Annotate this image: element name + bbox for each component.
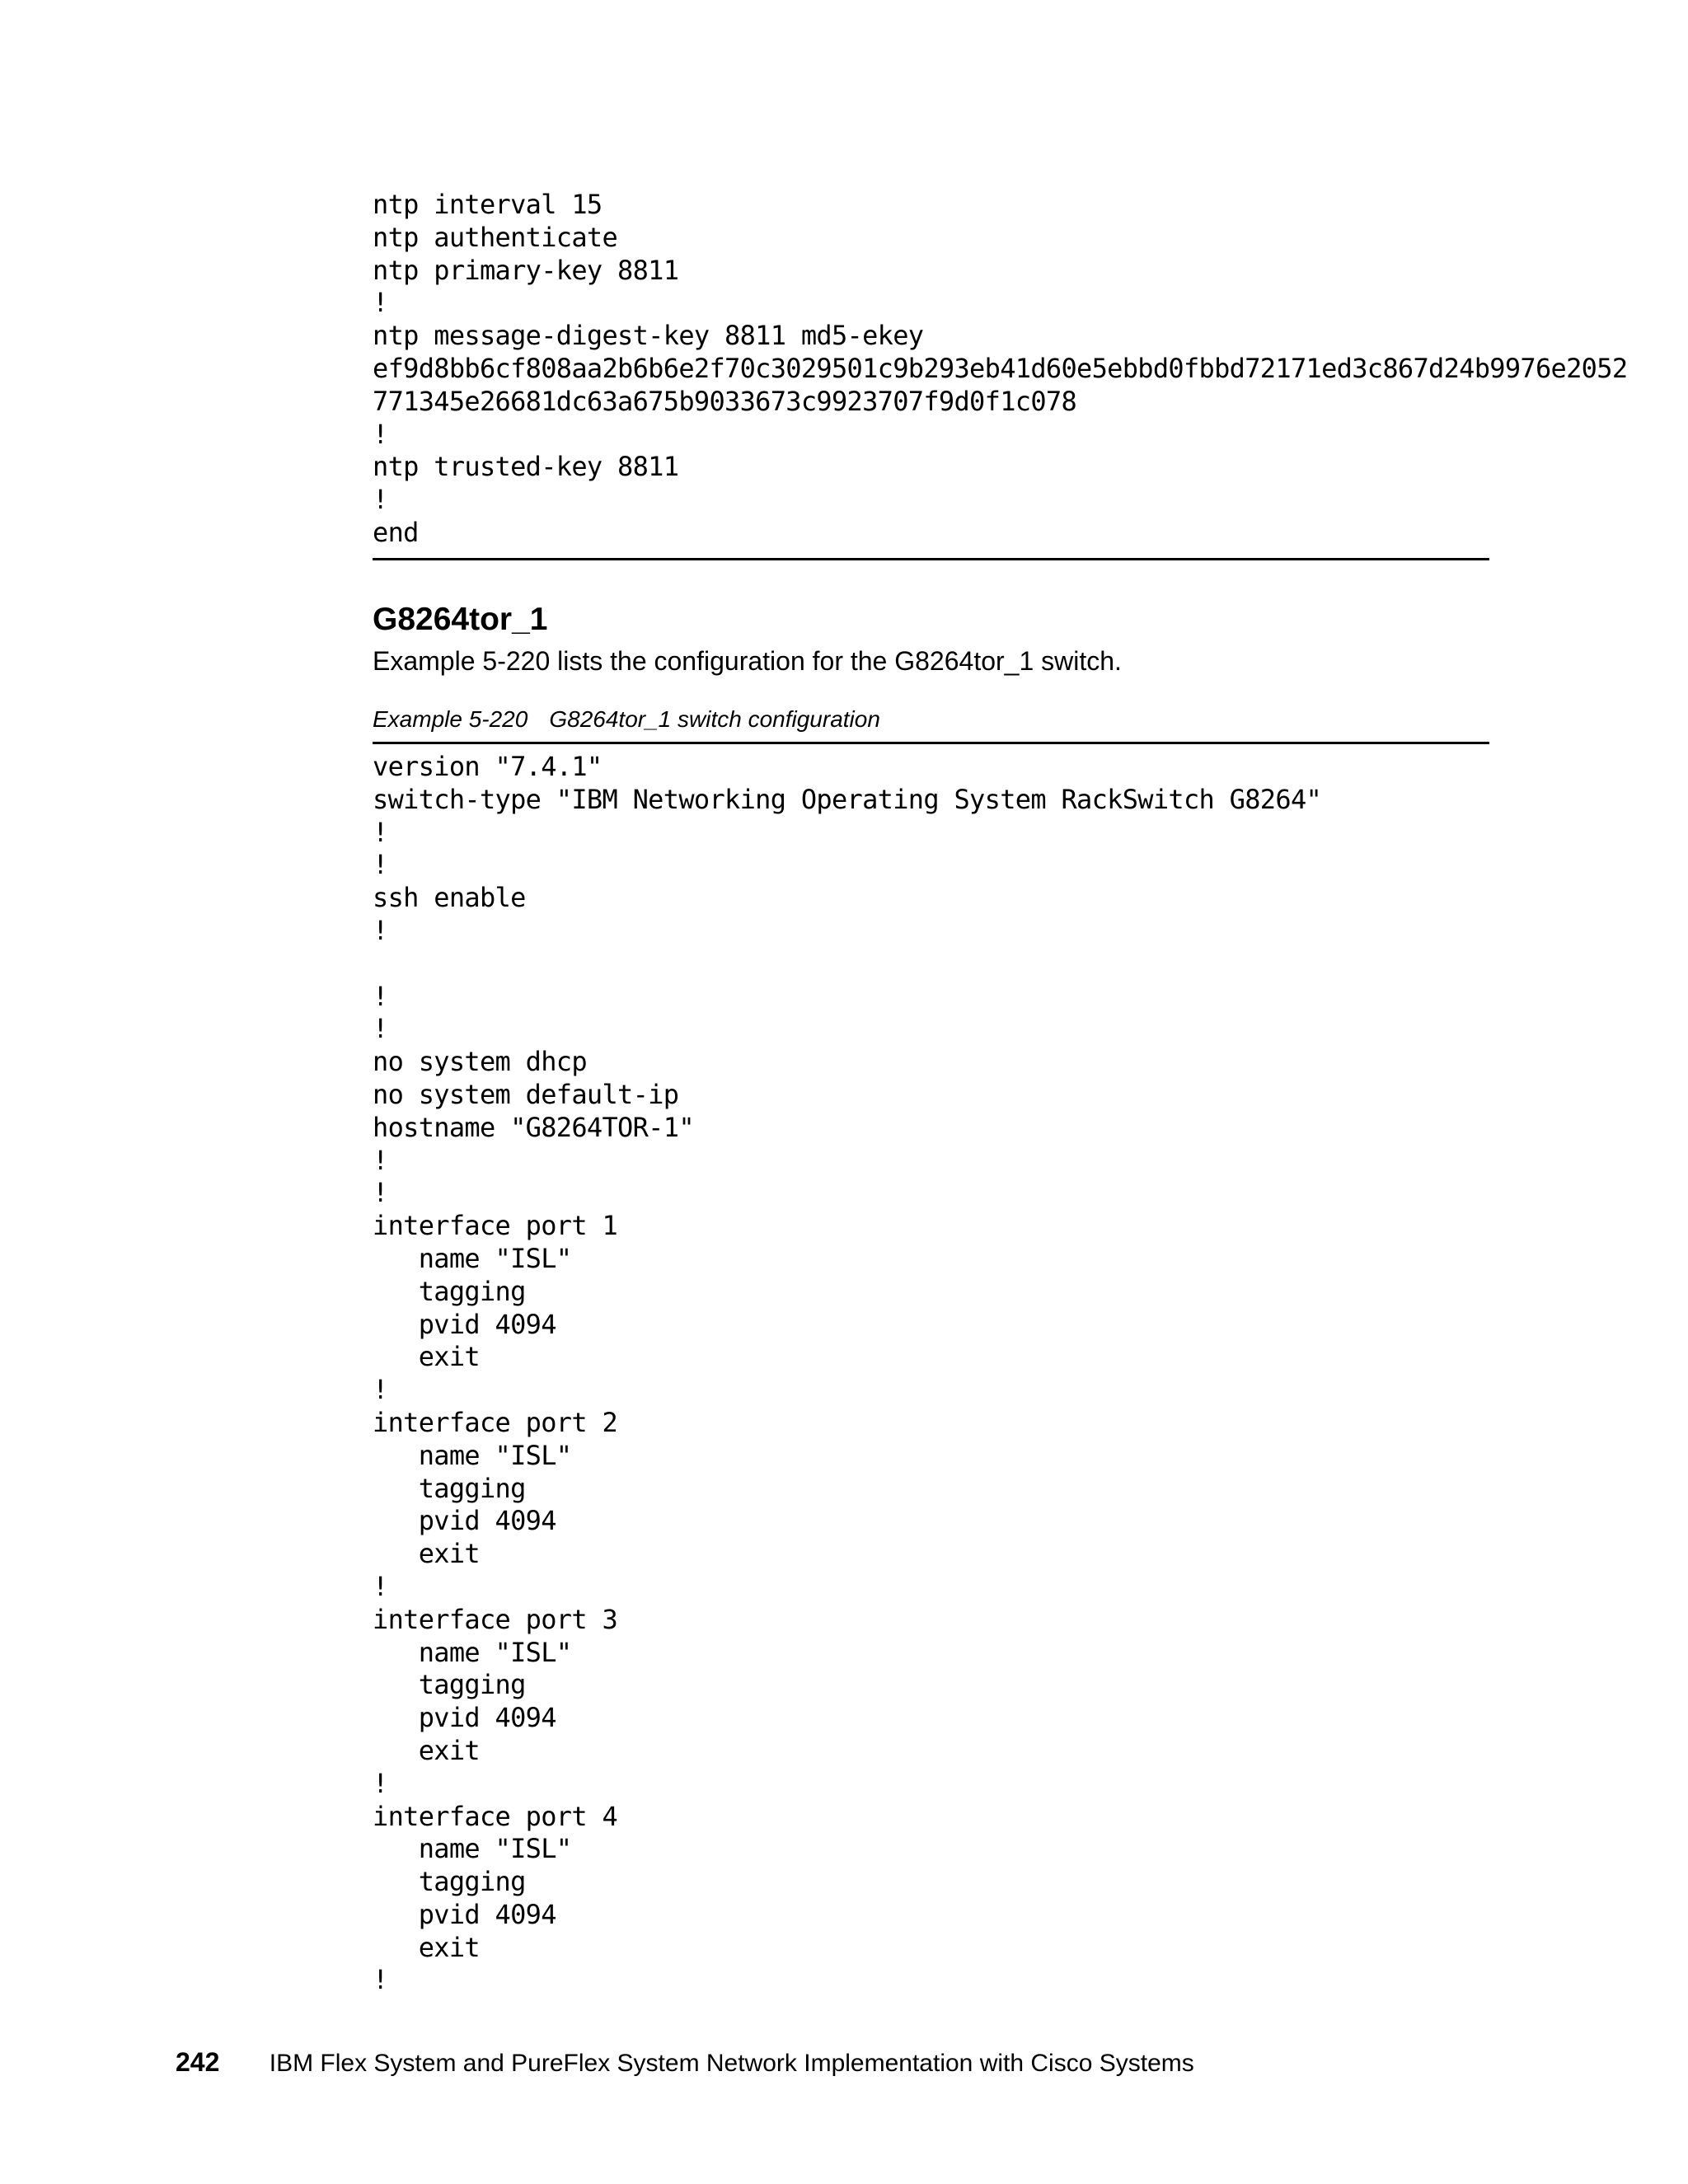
code-line: 771345e26681dc63a675b9033673c9923707f9d0f1c078 [373,385,1077,417]
code-line: tagging [373,1472,526,1504]
code-line: ! [373,1570,388,1602]
code-line: ! [373,1964,388,1996]
example-caption-title: G8264tor_1 switch configuration [549,706,880,732]
book-title: IBM Flex System and PureFlex System Network Implementation with Cisco Systems [269,2050,1194,2077]
code-line: ! [373,849,388,881]
code-line: ! [373,1144,388,1176]
code-line: ! [373,1177,388,1209]
code-line: ssh enable [373,882,526,914]
code-line: ! [373,418,388,450]
code-line: end [373,516,419,548]
code-line: ntp primary-key 8811 [373,254,679,286]
code-line: no system default-ip [373,1078,679,1110]
code-line: tagging [373,1669,526,1701]
code-line: interface port 4 [373,1800,618,1832]
example-caption-number: Example 5-220 [373,706,528,732]
code-line: ! [373,287,388,319]
code-line: version "7.4.1" [373,751,603,782]
code-line: name "ISL" [373,1242,572,1274]
page-number: 242 [176,2047,220,2077]
code-line: interface port 2 [373,1406,618,1438]
code-line: ! [373,816,388,848]
code-line [373,948,1489,981]
code-line: hostname "G8264TOR-1" [373,1111,694,1143]
code-line: name "ISL" [373,1636,572,1668]
code-line: ntp interval 15 [373,189,603,220]
code-line: tagging [373,1275,526,1307]
code-line: tagging [373,1866,526,1898]
code-line: pvid 4094 [373,1505,556,1537]
code-line: name "ISL" [373,1439,572,1471]
code-line: ntp authenticate [373,221,618,253]
code-line: ntp trusted-key 8811 [373,451,679,483]
code-line: interface port 1 [373,1210,618,1242]
section-intro-text: Example 5-220 lists the configuration for the G8264tor_1 switch. [373,646,1122,676]
code-line: name "ISL" [373,1833,572,1865]
code-line: ntp message-digest-key 8811 md5-ekey [373,320,924,352]
code-line: ef9d8bb6cf808aa2b6b6e2f70c3029501c9b293eb41d60e5ebbd0fbbd72171ed3c867d24b9976e2052 [373,352,1628,384]
code-line: pvid 4094 [373,1702,556,1734]
code-line: interface port 3 [373,1603,618,1635]
code-line: exit [373,1931,480,1963]
code-line: exit [373,1538,480,1570]
section-heading: G8264tor_1 [373,602,548,637]
code-line: exit [373,1734,480,1766]
code-listing-ntp-config [373,189,1628,550]
example-caption [373,706,880,733]
code-line: exit [373,1341,480,1373]
caption-rule [373,742,1489,744]
code-line: ! [373,1374,388,1406]
code-line: pvid 4094 [373,1898,556,1930]
code-line: ! [373,980,388,1012]
code-line: ! [373,1767,388,1799]
code-line: ! [373,1013,388,1045]
code-end-rule [373,558,1489,560]
code-listing-switch-config [373,751,1489,1997]
code-line: ! [373,914,388,946]
code-line: pvid 4094 [373,1308,556,1340]
code-line: no system dhcp [373,1046,587,1078]
code-line: ! [373,484,388,516]
page-footer [176,2047,1194,2078]
code-line: switch-type "IBM Networking Operating System RackSwitch G8264" [373,783,1322,815]
